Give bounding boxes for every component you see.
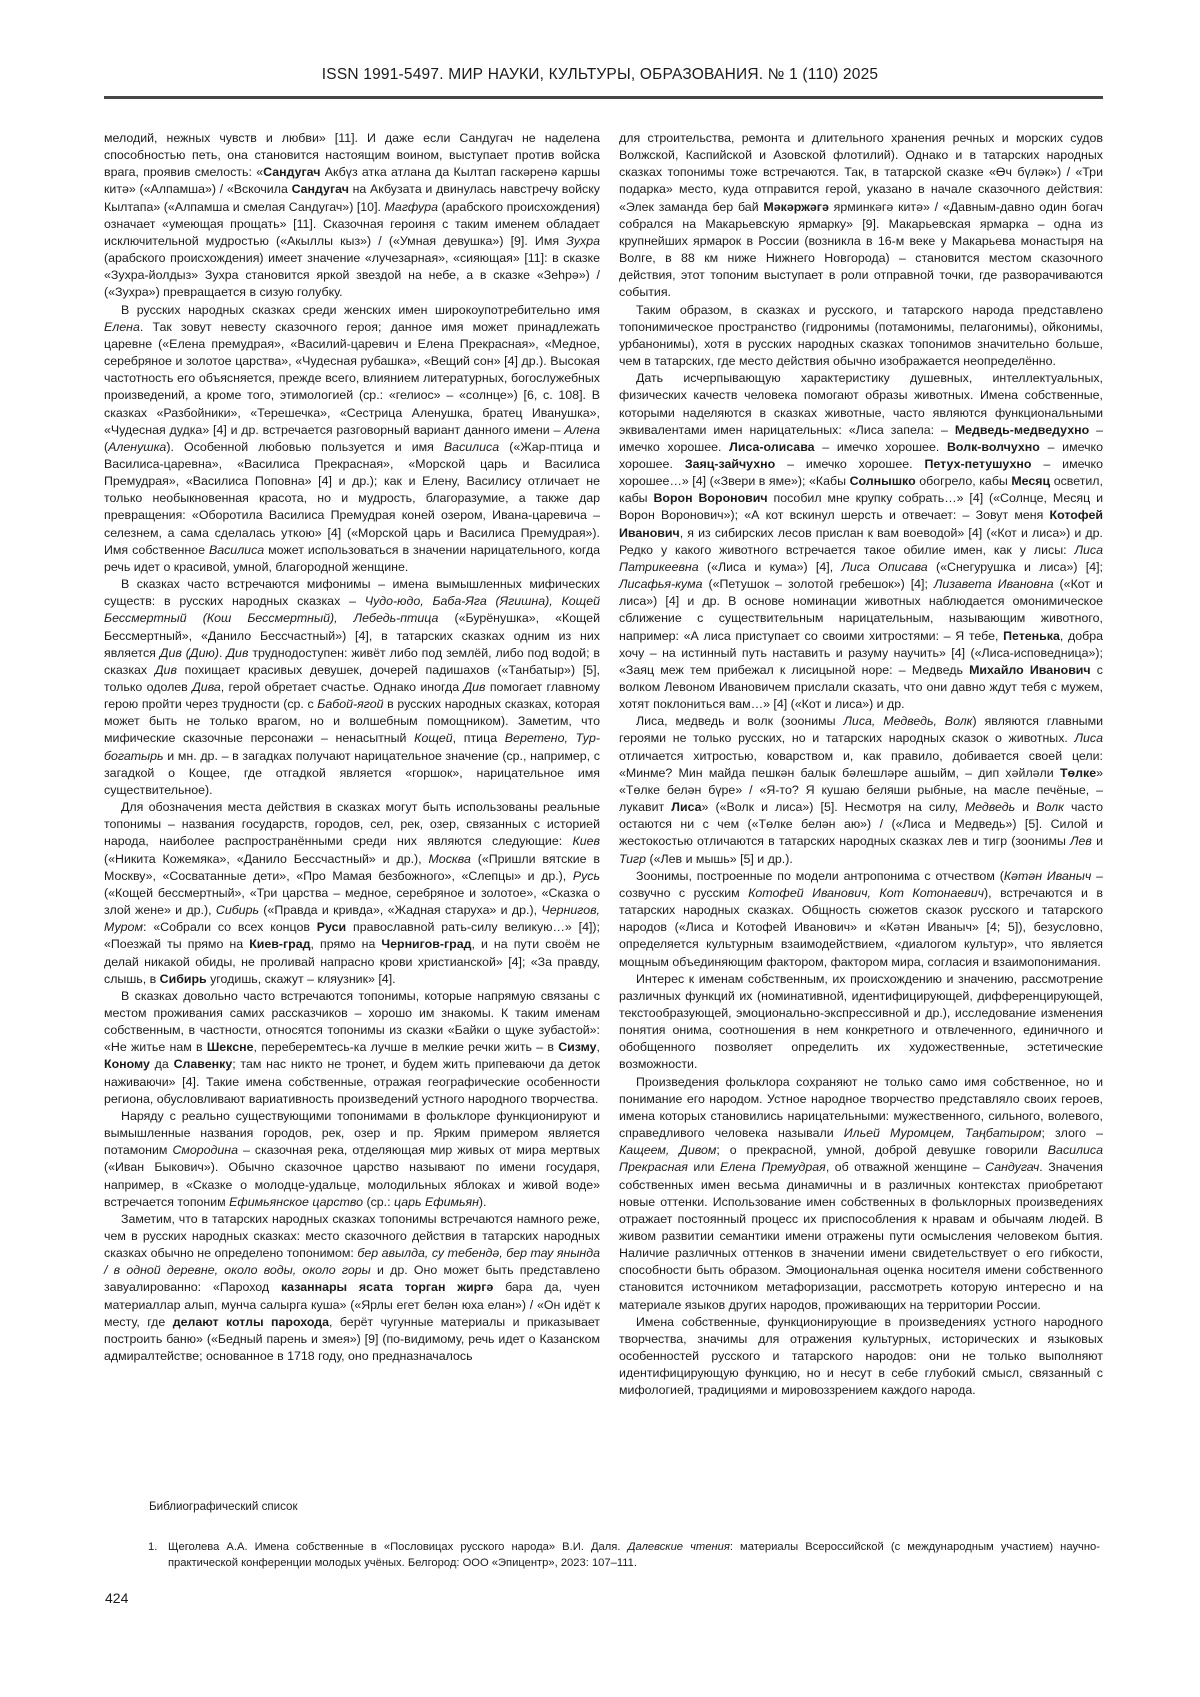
bibliography-item-number: 1.: [148, 1541, 158, 1553]
article-body: [104, 130, 1103, 1400]
paragraph: В сказках часто встречаются мифонимы – имена вымышленных мифических существ: в русских народных сказках – Чудо-юдо, Баба-Яга (Ягишна), Кощей Бессмертный (Кош Бессмертный), Лебедь-птица («Бурёнушка», «Кощей Бессмертный», «Данило Бессчастный») [4], в татарских сказках одним из них является Див (Дию). Див труднодоступен: живёт либо под землёй, либо под водой; в сказках Див похищает красивых девушек, дочерей падишахов («Танбатыр») [5], только одолев Дива, герой обретает счастье. Однако иногда Див помогает главному герою пройти через трудности (ср. с Бабой-ягой в русских народных сказках, которая может быть не только врагом, но и волшебным помощником). Заметим, что мифические сказочные персонажи – ненасытный Кощей, птица Веретено, Тур-богатырь и мн. др. – в загадках получают нарицательное значение (ср., например, с загадкой о Кощее, где отгадкой является «горшок», нарицательное имя существительное).: [104, 577, 601, 797]
paragraph: В сказках довольно часто встречаются топонимы, которые напрямую связаны с местом проживания самих рассказчиков – хорошо им знакомы. К таким именам собственным, в частности, относятся топонимы из сказки «Байки о щуке зубастой»: «Не житье нам в Шексне, переберемтесь-ка лучше в мелкие речки жить – в Сизму, Коному да Славенку; там нас никто не тронет, и будем жить припеваючи да деток наживаючи» [4]. Такие имена собственные, отражая географические особенности региона, обусловливают вариативность произведений устного народного творчества.: [104, 988, 600, 1106]
paragraph: Интерес к именам собственным, их происхождению и значению, рассмотрение различных функций их (номинативной, идентифицирующей, дифференцирующей, текстообразующей, эмоционально-экспрессивной и др.), исследование изменения понятия онима, соотношения в нем конкретного и отвлеченного, единичного и обобщенного позволяет определить их художественные, эстетические возможности.: [619, 971, 1103, 1072]
paragraph: Наряду с реально существующими топонимами в фольклоре функционируют и вымышленные названия городов, рек, озер и пр. Ярким примером является потамоним Смородина – сказочная река, отделяющая мир живых от мира мертвых («Иван Быкович»). Обычно сказочное царство называют по имени государя, например, в «Сказке о молодце-удальце, молодильных яблоках и живой воде» встречается топоним Ефимьянское царство (ср.: царь Ефимьян).: [104, 1108, 600, 1209]
bibliography-heading: Библиографический список: [149, 1500, 298, 1513]
paragraph: для строительства, ремонта и длительного хранения речных и морских судов Волжской, Каспийской и Азовской флотилий). Однако и в татарских народных сказках топонимы тоже встречаются. Так, в татарской сказке «Өч бүләк») / «Три подарка» место, куда отправится герой, указано в начале сказочного действия: «Элек заманда бер бай Мәкәржәгә ярминкәгә китә» / «Давным-давно один богач собрался на Макарьевскую ярмарку» [9]. Макарьевская ярмарка – одна из крупнейших ярмарок в России (возникла в 16-м веке у Макарьева монастыря на Волге, в 88 км ниже Нижнего Новгорода) – становится местом сказочного действия, этот топоним выступает в роли отправной точки, где разворачиваются события.: [619, 131, 1103, 300]
left-column: [104, 130, 600, 1400]
paragraph: Произведения фольклора сохраняют не только само имя собственное, но и понимание его народом. Устное народное творчество представляло своих героев, имена которых становились нарицательными: мужественного, сильного, волевого, справедливого человека называли Ильей Муромцем, Таңбатыром; злого – Кащеем, Дивом; о прекрасной, умной, доброй девушке говорили Василиса Прекрасная или Елена Премудрая, об отважной женщине – Сандугач. Значения собственных имен весьма динамичны и в различных контекстах приобретают новые оттенки. Использование имен собственных в фольклорных произведениях отражает постоянный процесс их приспособления к нравам и обычаям людей. В живом развитии семантики имени отражены пути осмысления человеком бытия. Наличие различных оттенков в значении имени свидетельствует о его гибкости, способности быть образом. Эмоциональная оценка носителя имени собственного становится источником метафоризации, рассмотреть которую интересно и на материале языков других народов, проживающих на территории России.: [619, 1074, 1104, 1312]
paragraph: Дать исчерпывающую характеристику душевных, интеллектуальных, физических качеств человека помогают образы животных. Имена собственные, которыми наделяются в сказках животные, часто являются функциональными эквивалентами имен нарицательных: «Лиса запела: – Медведь-медведухно – имечко хорошее. Лиса-олисава – имечко хорошее. Волк-волчухно – имечко хорошее. Заяц-зайчухно – имечко хорошее. Петух-петушухно – имечко хорошее…» [4] («Звери в яме»); «Кабы Солнышко обогрело, кабы Месяц осветил, кабы Ворон Воронович пособил мне крупку собрать…» [4] («Солнце, Месяц и Ворон Воронович»); «А кот вскинул шерсть и отвечает: – Зовут меня Котофей Иванович, я из сибирских лесов прислан к вам воеводой» [4] («Кот и лиса») и др. Редко у какого животного встречается такое обилие имен, как у лисы: Лиса Патрикеевна («Лиса и кума») [4], Лиса Описава («Снегурушка и лиса») [4]; Лисафья-кума («Петушок – золотой гребешок») [4]; Лизавета Ивановна («Кот и лиса») [4] и др. В основе номинации животных наблюдается омонимическое сближение с существительным нарицательным, называющим животного, например: «А лиса приступает со своими хитростями: – Я тебе, Петенька, добра хочу – на истинный путь наставить и разуму научить» [4] («Лиса-исповедница»); «Заяц меж тем прибежал к лисицыной норе: – Медведь Михайло Иванович с волком Левоном Ивановичем прислали сказать, что они давно ждут тебя с мужем, хотят поклониться вам…» [4] («Кот и лиса») и др.: [619, 371, 1104, 712]
page-number: 424: [105, 1590, 129, 1606]
bibliography-list: [148, 1540, 1100, 1572]
paragraph: Таким образом, в сказках и русского, и татарского народа представлено топонимическое пространство (гидронимы (потамонимы, пелагонимы), ойконимы, урбанонимы), хотя в русских народных сказках топонимов значительно больше, чем в татарских, где место действия обычно изображается неопределённо.: [619, 302, 1103, 369]
bibliography-item-text: Щеголева А.А. Имена собственные в «Пословицах русского народа» В.И. Даля. Далевские чтения: материалы Всероссийской (с международным участием) научно-практической конференции молодых учёных. Белгород: ООО «Эпицентр», 2023: 107–111.: [168, 1541, 1101, 1569]
paragraph: В русских народных сказках среди женских имен широкоупотребительно имя Елена. Так зовут невесту сказочного героя; данное имя может принадлежать царевне («Елена премудрая», «Василий-царевич и Елена Прекрасная», «Медное, серебряное и золотое царства», «Чудесная рубашка», «Вещий сон» [4] др.). Высокая частотность его объясняется, прежде всего, влиянием литературных, богослужебных произведений, а кроме того, этимологией (ср.: «гелиос» – «солнце») [6, с. 108]. В сказках «Разбойники», «Терешечка», «Сестрица Аленушка, братец Иванушка», «Чудесная дудка» [4] и др. встречается разговорный вариант данного имени – Алена (Аленушка). Особенной любовью пользуется и имя Василиса («Жар-птица и Василиса-царевна», «Василиса Прекрасная», «Морской царь и Василиса Премудрая», «Василиса Поповна» [4] и др.); как и Елену, Василису отличает не только необыкновенная красота, но и мудрость, благоразумие, а также дар превращения: «Оборотила Василиса Премудрая коней озером, Ивана-царевича – селезнем, а сама сделалась уткою» [4] («Морской царь и Василиса Премудрая»). Имя собственное Василиса может использоваться в значении нарицательного, когда речь идет о красивой, умной, благородной женщине.: [104, 302, 600, 574]
paragraph: Имена собственные, функционирующие в произведениях устного народного творчества, значимы для отражения культурных, исторических и языковых особенностей русского и татарского народов: они не только выполняют идентифицирующую функцию, но и несут в себе глубокий смысл, связанный с мифологией, традициями и мировоззрением каждого народа.: [619, 1314, 1103, 1398]
bibliography-item: [148, 1540, 1100, 1572]
paragraph: Зоонимы, построенные по модели антропонима с отчеством (Кәтән Иваныч – созвучно с русским Котофей Иванович, Кот Котонаевич), встречаются и в татарских народных сказках. Общность сюжетов сказок русского и татарского народов («Лиса и Котофей Иванович» и «Кәтән Иваныч» [4; 5]), безусловно, определяется культурным взаимодействием, «диалогом культур», что является мощным объединяющим фактором, фактором мира, согласия и взаимопонимания.: [619, 868, 1103, 969]
paragraph: Лиса, медведь и волк (зоонимы Лиса, Медведь, Волк) являются главными героями не только русских, но и татарских народных сказок о животных. Лиса отличается хитростью, коварством и, как правило, добивается своей цели: «Минме? Мин майда пешкән балык бәлешләре ашыйм, – дип хәйләли Төлке» «Төлке белән бүре» / «Я-то? Я кушаю беляши рыбные, на масле печёные, – лукавит Лиса» («Волк и лиса») [5]. Несмотря на силу, Медведь и Волк часто остаются ни с чем («Төлке белән аю») / («Лиса и Медведь») [5]. Силой и жестокостью отличаются в татарских народных сказках лев и тигр (зоонимы Лев и Тигр («Лев и мышь» [5] и др.).: [619, 714, 1104, 866]
right-column: [619, 130, 1103, 1400]
paragraph: мелодий, нежных чувств и любви» [11]. И даже если Сандугач не наделена способностью петь, она становится настоящим воином, выступает против войска врага, проявив смелость: «Сандугач Акбүз атка атлана да Кылтап гаскәренә каршы китә» («Алпамша») / «Вскочила Сандугач на Акбузата и двинулась навстречу войску Кылтапа» («Алпамша и смелая Сандугач») [10]. Магфура (арабского происхождения) означает «умеющая прощать» [11]. Сказочная героиня с таким именем обладает исключительной мудростью («Акыллы кыз») / («Умная девушка») [9]. Имя Зухра (арабского происхождения) имеет значение «лучезарная», «сияющая» [11]: в сказке «Зухра-йолдыз» Зухра становится яркой звездой на небе, а в сказке «Зеһрә») / («Зухра») превращается в сизую голубку.: [104, 131, 600, 300]
journal-header-line: ISSN 1991-5497. МИР НАУКИ, КУЛЬТУРЫ, ОБРАЗОВАНИЯ. № 1 (110) 2025: [321, 66, 879, 83]
paragraph: Для обозначения места действия в сказках могут быть использованы реальные топонимы – названия государств, городов, сел, рек, озер, связанных с историей народа, наиболее распространёнными среди них являются следующие: Киев («Никита Кожемяка», «Данило Бессчастный» и др.), Москва («Пришли вятские в Москву», «Сосватанные дети», «Про Мамая безбожного», «Слепцы» и др.), Русь («Кощей бессмертный», «Три царства – медное, серебряное и золотое», «Сказка о злой жене» и др.), Сибирь («Правда и кривда», «Жадная старуха» и др.), Чернигов, Муром: «Собрали со всех концов Руси православной рать-силу великую…» [4]); «Поезжай ты прямо на Киев-град, прямо на Чернигов-град, и на пути своём не делай никакой обиды, не проливай напрасно крови христианской» [4]; «За правду, слышь, в Сибирь угодишь, скажут – кляузник» [4].: [104, 800, 600, 986]
paragraph: Заметим, что в татарских народных сказках топонимы встречаются намного реже, чем в русских народных сказках: место сказочного действия в татарских народных сказках обычно не определено топонимом: бер авылда, су тебендә, бер тау янында / в одной деревне, около воды, около горы и др. Оно может быть представлено завуалированно: «Пароход казаннары ясата торган жиргә бара да, чуен материаллар алып, мунча салырга куша» («Ярлы егет белән юха елан») / «Он идёт к месту, где делают котлы парохода, берёт чугунные материалы и приказывает построить баню» («Бедный парень и змея») [9] (по-видимому, речь идет о Казанском адмиралтействе; основанное в 1718 году, оно предназначалось: [104, 1211, 600, 1364]
header-rule-divider: [104, 96, 1103, 99]
